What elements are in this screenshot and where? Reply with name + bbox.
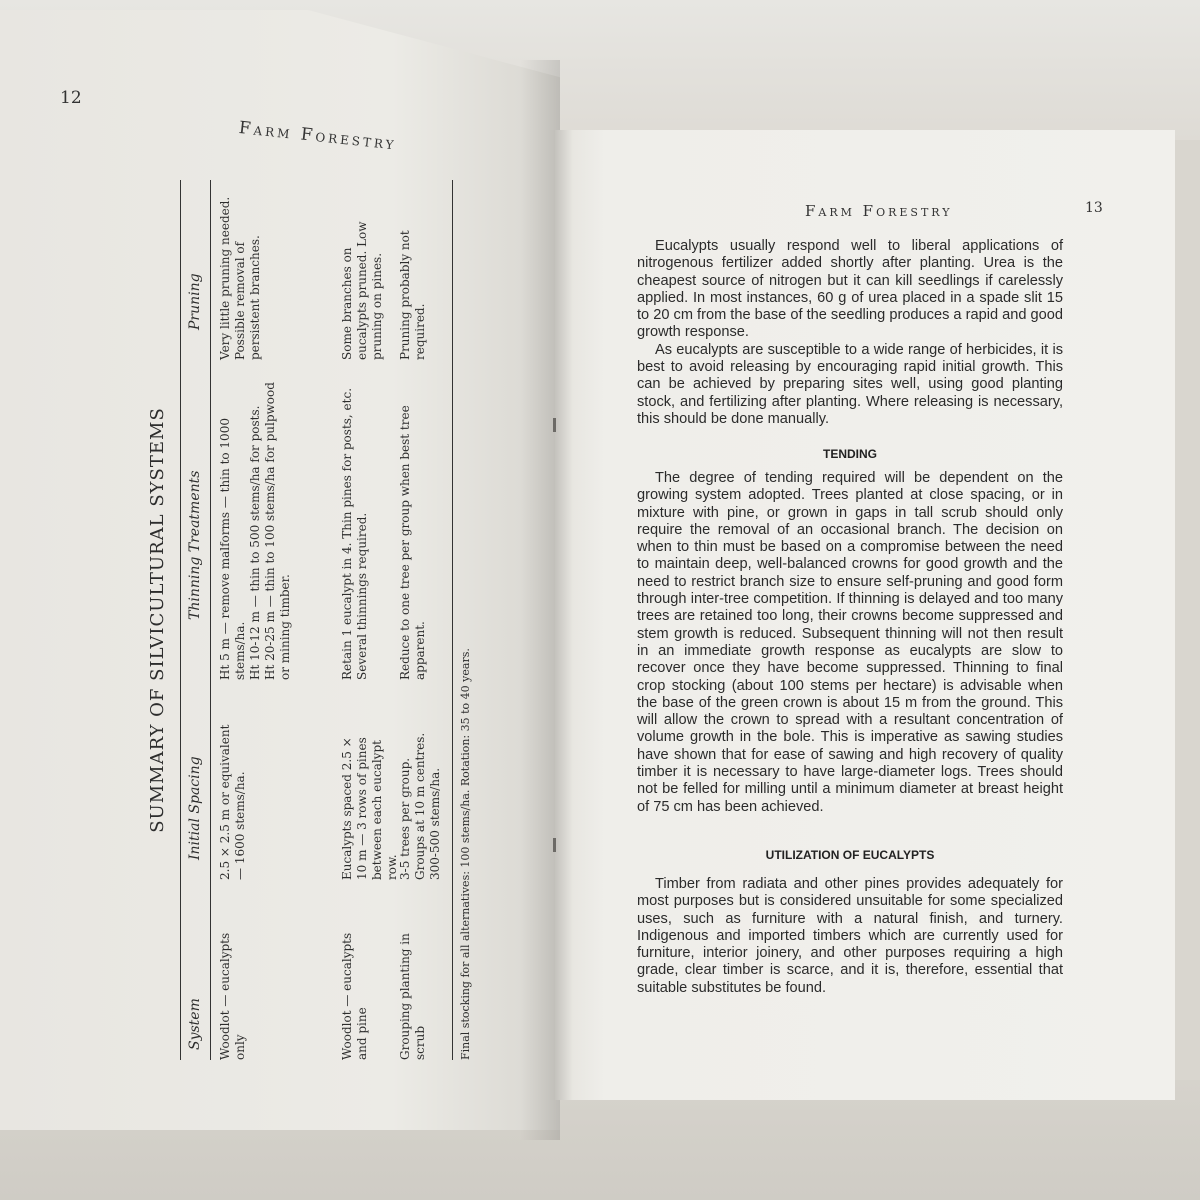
table-cell-pruning: Pruning probably not required.	[398, 230, 427, 360]
table-cell-thinning: Reduce to one tree per group when best tree apparent.	[398, 405, 427, 680]
page-number-left: 12	[60, 88, 82, 108]
table-cell-system: Woodlot — eucalypts only	[218, 932, 247, 1060]
table-cell-spacing: 3-5 trees per group. Groups at 10 m centres. 300-500 stems/ha.	[398, 732, 442, 880]
table-bottom-rule	[452, 180, 453, 1060]
header-system: System	[187, 998, 203, 1050]
staple	[553, 838, 556, 852]
table-top-rule	[180, 180, 181, 1060]
table-cell-pruning: Very little pruning needed. Possible removal of persistent branches.	[218, 196, 262, 360]
paragraph: Timber from radiata and other pines provides adequately for most purposes but is considered unsuitable for some specialized uses, such as furniture with a natural finish, and turnery. Indigenous and imported timbers which are currently used for furniture, interior joinery, and other purposes requiring a high grade, clear timber is scarce, and it is, therefore, essential that suitable substitutes be found.	[637, 876, 1063, 996]
table-cell-thinning: Retain 1 eucalypt in 4. Thin pines for posts, etc. Several thinnings required.	[340, 387, 369, 680]
running-head-left: Farm Forestry	[237, 118, 398, 155]
header-pruning: Pruning	[187, 273, 203, 330]
table-cell-thinning: Ht 5 m — remove malforms — thin to 1000 stems/ha. Ht 10-12 m — thin to 500 stems/ha for posts. Ht 20-25 m — thin to 100 stems/ha for pulpwood or mining timber.	[218, 382, 292, 680]
paragraph: Eucalypts usually respond well to liberal applications of nitrogenous fertilizer added shortly after planting. Urea is the cheapest source of nitrogen but it can kill seedlings if carelessly applied. In most instances, 60 g of urea placed in a spade slit 15 to 20 cm from the base of the seedling produces a rapid and good growth response.	[637, 238, 1063, 341]
table-cell-pruning: Some branches on eucalypts pruned. Low pruning on pines.	[340, 221, 384, 360]
table-cell-system: Grouping planting in scrub	[398, 933, 427, 1060]
staple	[553, 418, 556, 432]
header-thinning: Thinning Treatments	[187, 470, 203, 620]
tending-text	[637, 470, 1063, 816]
tending-heading: TENDING	[823, 447, 877, 461]
page-number-right: 13	[1085, 200, 1103, 216]
right-page	[555, 130, 1175, 1100]
spine-shadow	[520, 60, 560, 1140]
table-header-rule	[210, 180, 211, 1060]
table-cell-spacing: 2.5 × 2.5 m or equivalent — 1600 stems/ha.	[218, 724, 247, 880]
gutter-shadow	[555, 130, 573, 1100]
table-footnote: Final stocking for all alternatives: 100 stems/ha. Rotation: 35 to 40 years.	[459, 648, 472, 1060]
paragraph: The degree of tending required will be dependent on the growing system adopted. Trees planted at close spacing, or in mixture with pine, or grown in gaps in tall scrub should only require the removal of an occasional branch. The decision on when to thin must be based on a compromise between the need to maintain deep, well-balanced crowns for good growth and the need to restrict branch size to ensure self-pruning and good form through inter-tree competition. If thinning is delayed and too many trees are retained too long, their crowns become suppressed and stem growth is reduced. Subsequent thinning will not then result in an immediate growth response as eucalypts are slow to recover once they have become suppressed. Thinning to final crop stocking (about 100 stems per hectare) is advisable when the base of the green crown is about 15 m from the ground. This will allow the crown to spread with a resultant concentration of volume growth in the bole. This is imperative as sawing studies have shown that for ease of sawing and high recovery of quality timber it is necessary to have large-diameter logs. Trees should not be felled for milling until a minimum diameter at breast height of 75 cm has been achieved.	[637, 470, 1063, 815]
header-initial-spacing: Initial Spacing	[187, 756, 203, 860]
table-cell-spacing: Eucalypts spaced 2.5 × 10 m — 3 rows of pines between each eucalypt row.	[340, 737, 399, 880]
paragraph: As eucalypts are susceptible to a wide range of herbicides, it is best to avoid releasing by encouraging rapid initial growth. This can be achieved by preparing sites well, using good planting stock, and fertilizing after planting. Where releasing is necessary, this should be done manually.	[637, 341, 1063, 427]
intro-text	[637, 238, 1063, 428]
silvicultural-table	[147, 180, 480, 1060]
table-cell-system: Woodlot — eucalypts and pine	[340, 932, 369, 1060]
utilization-heading: UTILIZATION OF EUCALYPTS	[765, 848, 935, 862]
table-title: SUMMARY OF SILVICULTURAL SYSTEMS	[147, 407, 168, 833]
utilization-text	[637, 876, 1063, 997]
running-head-right: Farm Forestry	[805, 202, 953, 220]
